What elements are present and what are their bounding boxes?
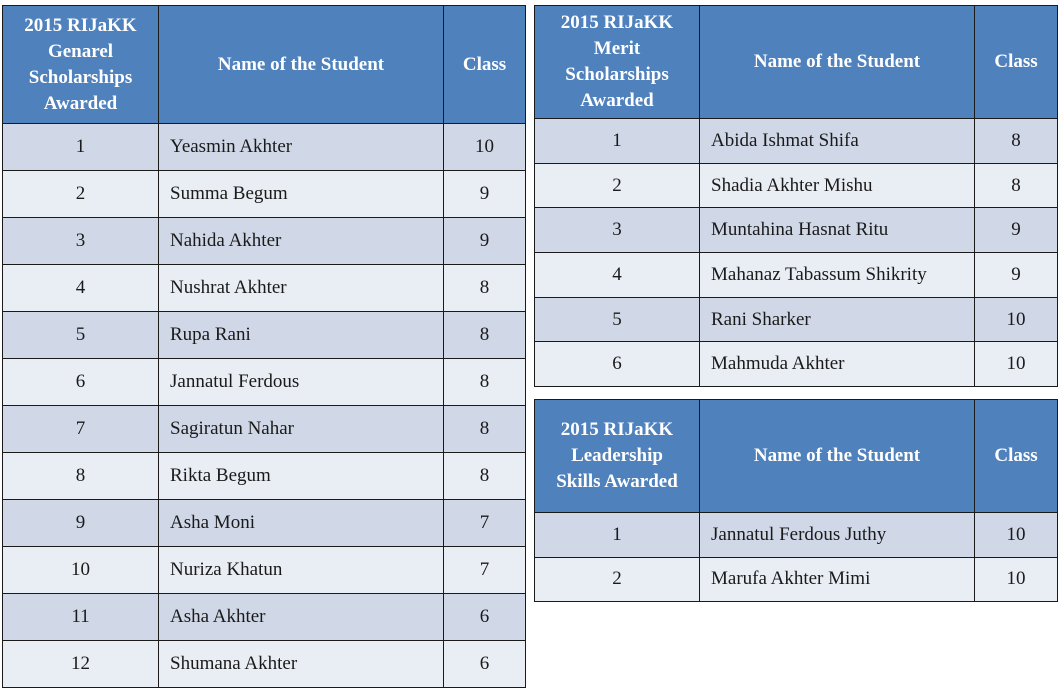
student-name-cell: Rikta Begum xyxy=(159,453,444,500)
row-number-cell: 6 xyxy=(3,359,159,406)
table-row xyxy=(535,342,1058,387)
class-cell: 10 xyxy=(975,557,1058,602)
class-cell: 9 xyxy=(444,218,526,265)
student-name-cell: Sagiratun Nahar xyxy=(159,406,444,453)
class-cell: 6 xyxy=(444,641,526,688)
student-name-cell: Abida Ishmat Shifa xyxy=(700,119,975,164)
row-number-cell: 2 xyxy=(3,171,159,218)
class-cell: 8 xyxy=(444,265,526,312)
table-row xyxy=(3,500,526,547)
row-number-cell: 3 xyxy=(3,218,159,265)
class-cell: 8 xyxy=(444,359,526,406)
general-scholarships-table xyxy=(2,5,526,688)
row-number-cell: 6 xyxy=(535,342,700,387)
row-number-cell: 1 xyxy=(535,513,700,558)
table-row xyxy=(3,312,526,359)
student-name-cell: Jannatul Ferdous Juthy xyxy=(700,513,975,558)
table-row xyxy=(3,594,526,641)
row-number-cell: 12 xyxy=(3,641,159,688)
student-name-cell: Summa Begum xyxy=(159,171,444,218)
name-header-cell: Name of the Student xyxy=(700,6,975,119)
name-header-cell: Name of the Student xyxy=(159,6,444,124)
table-row xyxy=(3,359,526,406)
student-name-cell: Mahmuda Akhter xyxy=(700,342,975,387)
table-row xyxy=(535,163,1058,208)
row-number-cell: 4 xyxy=(3,265,159,312)
table-row xyxy=(3,265,526,312)
table-row xyxy=(3,171,526,218)
row-number-cell: 9 xyxy=(3,500,159,547)
row-number-cell: 4 xyxy=(535,253,700,298)
leadership-skills-table xyxy=(534,399,1058,602)
table-row xyxy=(535,208,1058,253)
row-number-cell: 11 xyxy=(3,594,159,641)
table-header-row xyxy=(535,400,1058,513)
general-table-body xyxy=(3,124,526,688)
class-cell: 9 xyxy=(975,208,1058,253)
row-number-cell: 8 xyxy=(3,453,159,500)
student-name-cell: Marufa Akhter Mimi xyxy=(700,557,975,602)
class-cell: 9 xyxy=(975,253,1058,298)
student-name-cell: Mahanaz Tabassum Shikrity xyxy=(700,253,975,298)
table-row xyxy=(3,124,526,171)
row-number-cell: 10 xyxy=(3,547,159,594)
title-header-cell: 2015 RIJaKK Leadership Skills Awarded xyxy=(535,400,700,513)
student-name-cell: Nahida Akhter xyxy=(159,218,444,265)
class-cell: 8 xyxy=(975,119,1058,164)
table-row xyxy=(535,557,1058,602)
row-number-cell: 2 xyxy=(535,557,700,602)
class-header-cell: Class xyxy=(444,6,526,124)
class-cell: 10 xyxy=(975,342,1058,387)
title-header-cell: 2015 RIJaKK Genarel Scholarships Awarded xyxy=(3,6,159,124)
table-row xyxy=(3,547,526,594)
class-cell: 10 xyxy=(444,124,526,171)
table-row xyxy=(535,297,1058,342)
student-name-cell: Asha Moni xyxy=(159,500,444,547)
class-cell: 8 xyxy=(444,312,526,359)
class-cell: 10 xyxy=(975,513,1058,558)
student-name-cell: Nuriza Khatun xyxy=(159,547,444,594)
row-number-cell: 7 xyxy=(3,406,159,453)
class-cell: 8 xyxy=(444,453,526,500)
class-cell: 6 xyxy=(444,594,526,641)
table-row xyxy=(3,406,526,453)
student-name-cell: Rupa Rani xyxy=(159,312,444,359)
table-row xyxy=(535,253,1058,298)
class-cell: 7 xyxy=(444,500,526,547)
student-name-cell: Jannatul Ferdous xyxy=(159,359,444,406)
class-header-cell: Class xyxy=(975,6,1058,119)
row-number-cell: 3 xyxy=(535,208,700,253)
title-header-cell: 2015 RIJaKK Merit Scholarships Awarded xyxy=(535,6,700,119)
class-cell: 10 xyxy=(975,297,1058,342)
table-header-row xyxy=(535,6,1058,119)
student-name-cell: Asha Akhter xyxy=(159,594,444,641)
student-name-cell: Rani Sharker xyxy=(700,297,975,342)
student-name-cell: Yeasmin Akhter xyxy=(159,124,444,171)
class-cell: 7 xyxy=(444,547,526,594)
class-header-cell: Class xyxy=(975,400,1058,513)
table-row xyxy=(535,119,1058,164)
name-header-cell: Name of the Student xyxy=(700,400,975,513)
leadership-table-body xyxy=(535,513,1058,602)
student-name-cell: Shadia Akhter Mishu xyxy=(700,163,975,208)
class-cell: 8 xyxy=(975,163,1058,208)
student-name-cell: Muntahina Hasnat Ritu xyxy=(700,208,975,253)
table-row xyxy=(3,218,526,265)
row-number-cell: 5 xyxy=(535,297,700,342)
table-header-row xyxy=(3,6,526,124)
row-number-cell: 2 xyxy=(535,163,700,208)
student-name-cell: Shumana Akhter xyxy=(159,641,444,688)
class-cell: 9 xyxy=(444,171,526,218)
merit-table-body xyxy=(535,119,1058,387)
merit-scholarships-table xyxy=(534,5,1058,387)
table-row xyxy=(3,453,526,500)
table-row xyxy=(3,641,526,688)
table-row xyxy=(535,513,1058,558)
row-number-cell: 1 xyxy=(535,119,700,164)
student-name-cell: Nushrat Akhter xyxy=(159,265,444,312)
row-number-cell: 1 xyxy=(3,124,159,171)
row-number-cell: 5 xyxy=(3,312,159,359)
class-cell: 8 xyxy=(444,406,526,453)
